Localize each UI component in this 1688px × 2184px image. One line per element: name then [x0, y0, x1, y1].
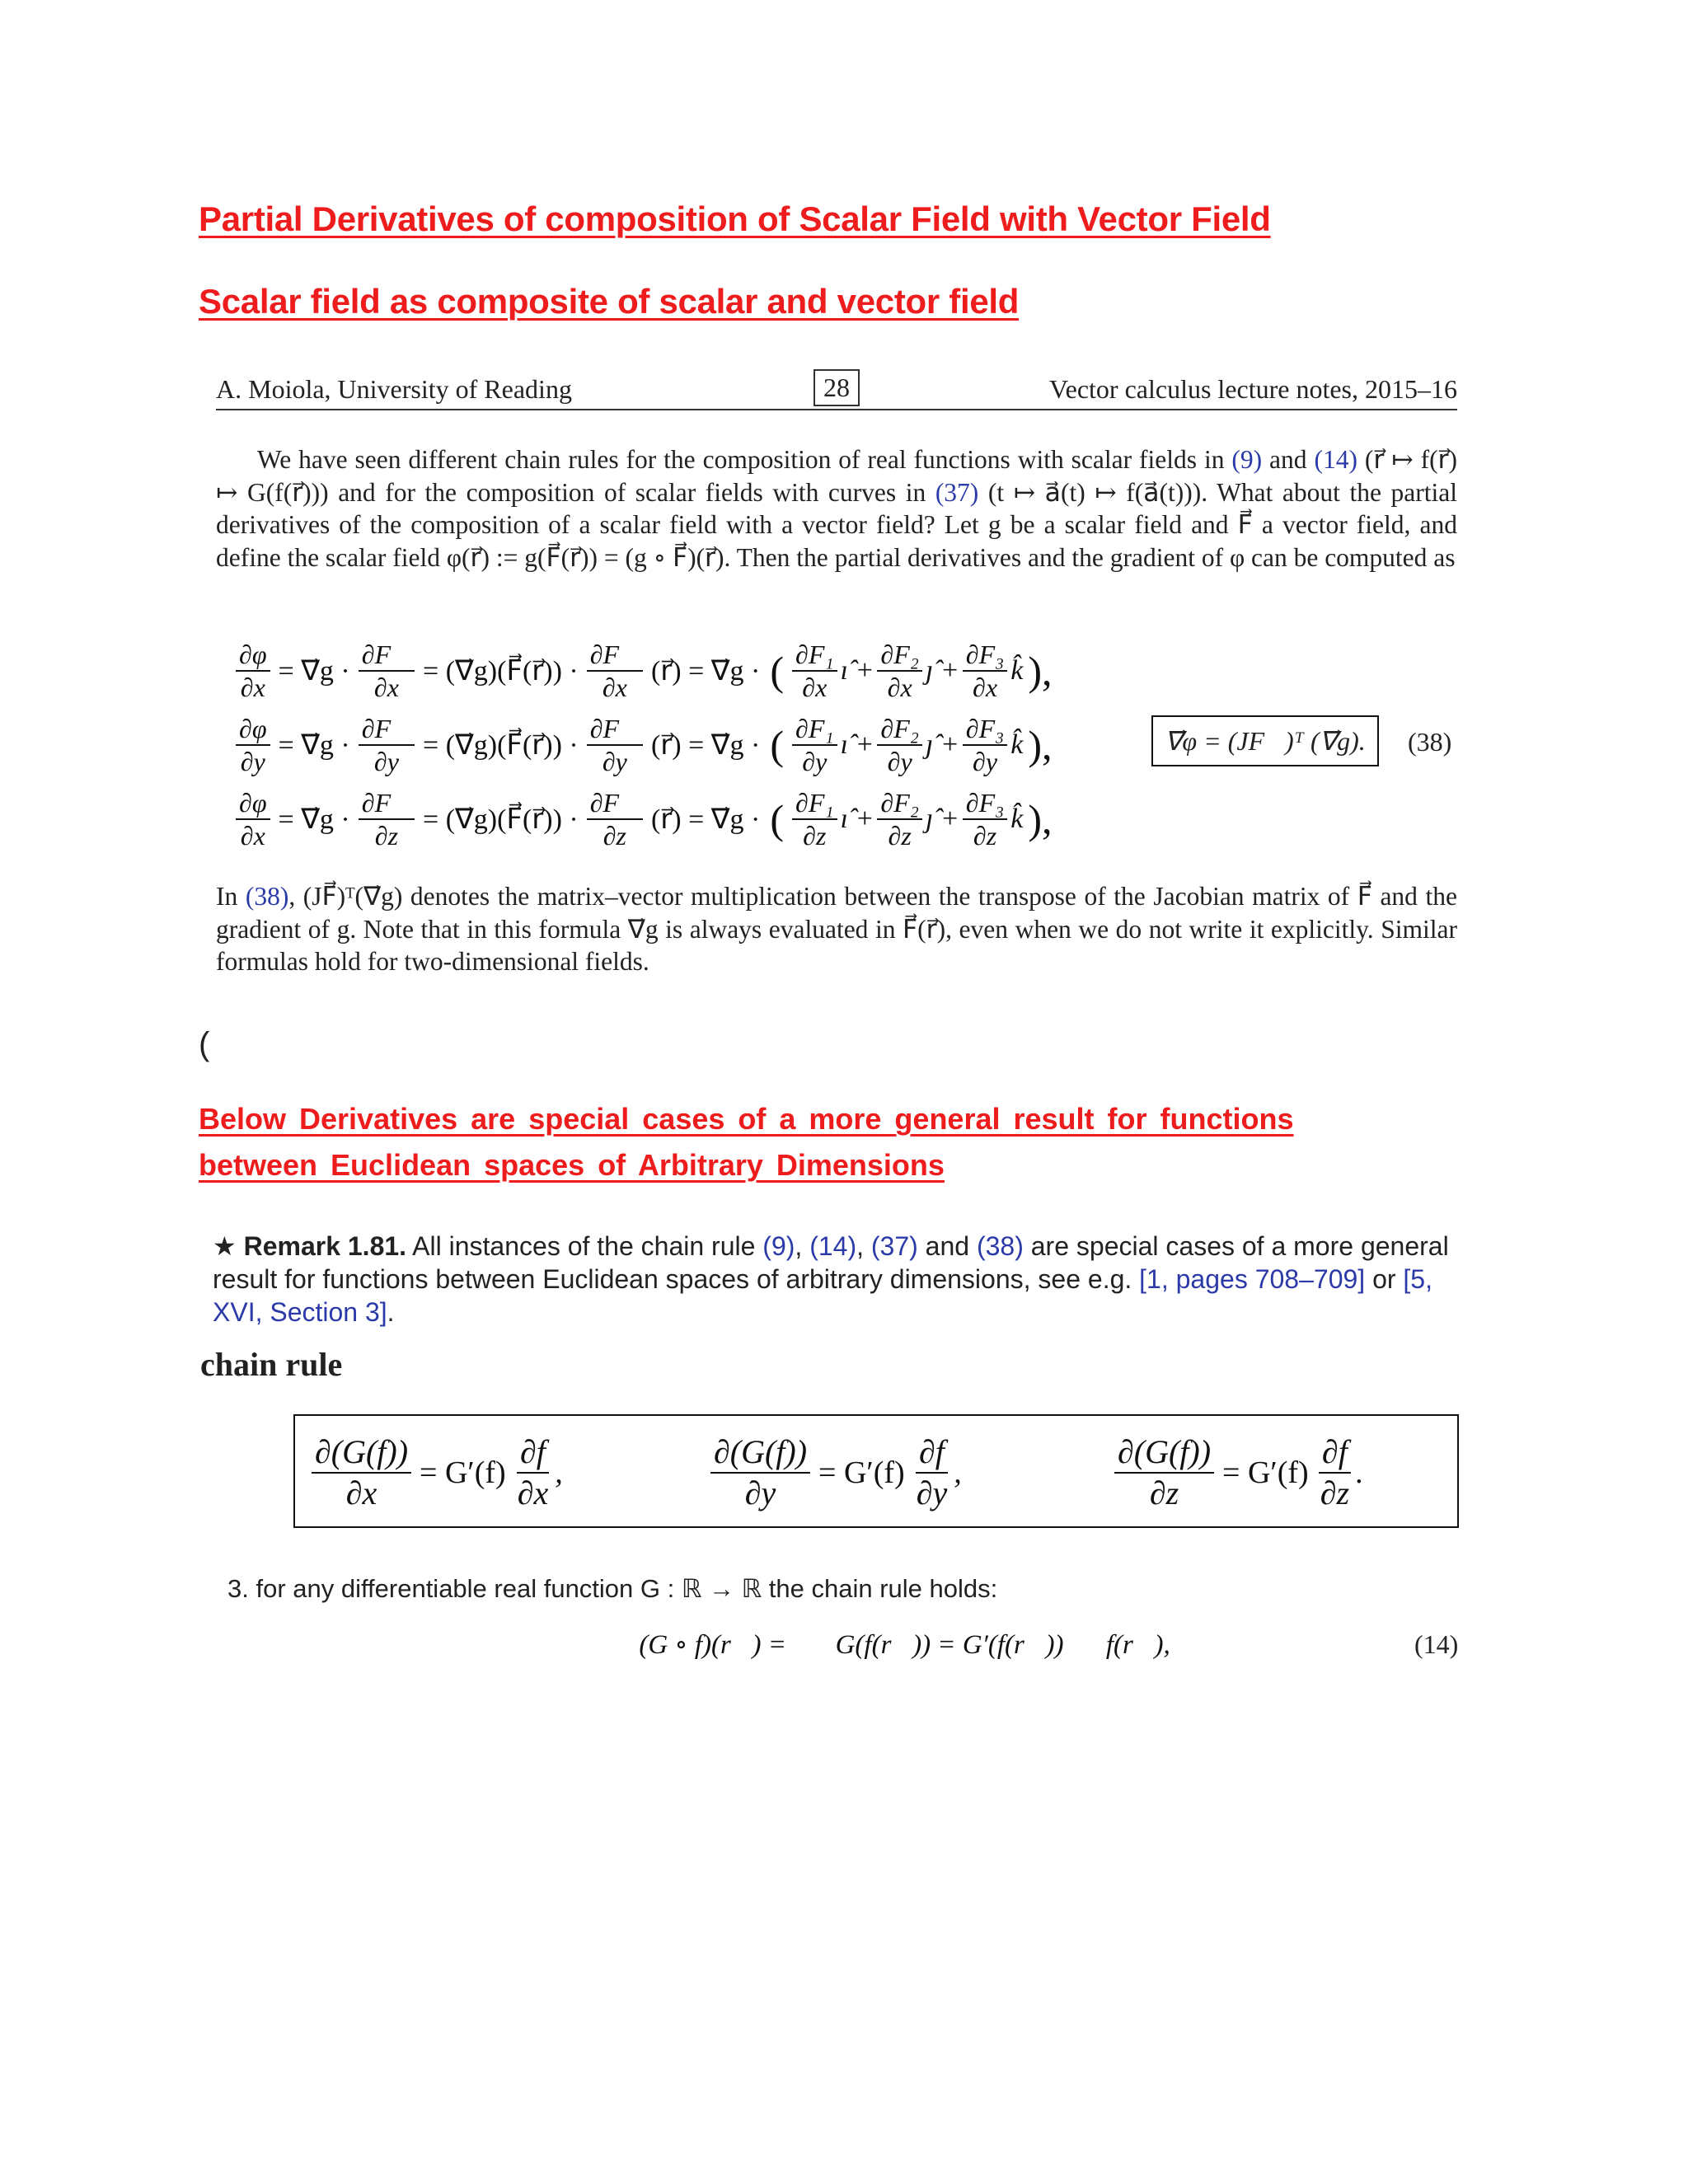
list-item-3: 3. for any differentiable real function G : ℝ → ℝ the chain rule holds:: [227, 1574, 998, 1603]
ref-link[interactable]: (14): [1314, 445, 1357, 474]
text-run: We have seen different chain rules for the composition of real functions with scalar fields in: [257, 445, 1232, 474]
notes-title: Vector calculus lecture notes, 2015–16: [1049, 374, 1457, 404]
equation-row-x: $\frac{\partial\varphi}{\partial x}$ = ∇⃗g · $\frac{\partial F⃗}{\partial x}$ = (∇⃗g)(F⃗(r⃗)) · $\frac{\partial F⃗}{\partial x}$ (r⃗) = ∇⃗g · ( $\frac{\text{∂F₁}}{\partial x}$ ı̂ + $\frac{\text{∂F₂}}{\partial x}$ ȷ̂ + $\frac{\text{∂F₃}}{\partial x}$ k̂ ),: [232, 635, 1057, 707]
ref-link[interactable]: (38): [245, 882, 289, 911]
citation-link[interactable]: [5, XVI, Section 3]: [213, 1264, 1432, 1327]
citation-link[interactable]: [1, pages 708–709]: [1139, 1264, 1366, 1294]
text-run: are special cases of a more general result for functions between Euclidean spaces of arbitrary dimensions, see e.g.: [213, 1231, 1449, 1294]
ref-link[interactable]: (14): [809, 1231, 857, 1261]
page-number: 28: [814, 369, 860, 406]
heading-scalar-field-composite: Scalar field as composite of scalar and vector field: [199, 282, 1020, 321]
remark-1-81: ★ Remark 1.81. All instances of the chain rule (9), (14), (37) and (38) are special cases of a more general result for functions between Euclidean spaces of arbitrary dimensions, see e.g. [1, pages 708–709] or [5, XVI, Section 3].: [213, 1231, 1449, 1327]
ref-link[interactable]: (38): [976, 1231, 1024, 1261]
author-affiliation: A. Moiola, University of Reading: [216, 374, 572, 404]
equation-row-y: $\frac{\partial\varphi}{\partial y}$ = ∇⃗g · $\frac{\partial F⃗}{\partial y}$ = (∇⃗g)(F⃗(r⃗)) · $\frac{\partial F⃗}{\partial y}$ (r⃗) = ∇⃗g · ( $\frac{\text{∂F₁}}{\partial y}$ ı̂ + $\frac{\text{∂F₂}}{\partial y}$ ȷ̂ + $\frac{\text{∂F₃}}{\partial y}$ k̂ ),: [232, 709, 1057, 781]
remark-title: Remark 1.81.: [243, 1231, 407, 1261]
intro-paragraph: [216, 443, 1457, 574]
text-run: , (JF⃗)ᵀ(∇⃗g) denotes the matrix–vector multiplication between the transpose of the Jacobian matrix of F⃗ and the gradient of g. Note that in this formula ∇⃗g is always evaluated in F⃗(r⃗), even when we do not write it explicitly. Similar formulas hold for two-dimensional fields.: [216, 882, 1457, 976]
ref-link[interactable]: (9): [762, 1231, 795, 1261]
text-run: and: [1262, 445, 1315, 474]
equation-row-z: $\frac{\partial\varphi}{\partial x}$ = ∇⃗g · $\frac{\partial F⃗}{\partial z}$ = (∇⃗g)(F⃗(r⃗)) · $\frac{\partial F⃗}{\partial z}$ (r⃗) = ∇⃗g · ( $\frac{\text{∂F₁}}{\partial z}$ ı̂ + $\frac{\text{∂F₂}}{\partial z}$ ȷ̂ + $\frac{\text{∂F₃}}{\partial z}$ k̂ ),: [232, 783, 1057, 855]
ref-link[interactable]: (9): [1231, 445, 1263, 474]
text-run: (r⃗ ↦ f(r⃗) ↦ G(f(r⃗))) and for the composition of scalar fields with curves in: [216, 445, 1457, 507]
stray-parenthesis: (: [199, 1026, 210, 1062]
fraction: $\frac{\partial F⃗}{\partial x}$: [359, 639, 415, 703]
ref-link[interactable]: (37): [935, 477, 979, 507]
fraction: $\frac{\partial F⃗}{\partial x}$: [587, 639, 643, 703]
chain-rule-z: $\frac{\partial(G(f))}{\partial z}$ = G′(f) $\frac{\partial f}{\partial z}$ .: [1111, 1427, 1364, 1518]
chain-rule-x: $\frac{\partial(G(f))}{\partial x}$ = G′(f) $\frac{\partial f}{\partial x}$ ,: [308, 1427, 563, 1518]
gradient-formula-box: ∇⃗φ = (JF⃗)ᵀ (∇⃗g).: [1151, 715, 1379, 766]
text-run: All instances of the chain rule: [406, 1231, 763, 1261]
ref-link[interactable]: (37): [870, 1231, 918, 1261]
heading-line: Below Derivatives are special cases of a more general result for functions: [199, 1102, 1294, 1136]
fraction: $\frac{\partial\varphi}{\partial x}$: [236, 639, 270, 703]
equation-number-14: (14): [1414, 1629, 1459, 1659]
chain-rule-y: $\frac{\partial(G(f))}{\partial y}$ = G′(f) $\frac{\partial f}{\partial y}$ ,: [707, 1427, 962, 1518]
equation-number: (38): [1408, 727, 1452, 757]
heading-partial-derivatives: Partial Derivatives of composition of Scalar Field with Vector Field: [199, 199, 1271, 238]
explanation-paragraph: [216, 880, 1457, 978]
equation-14: ∇⃗(G ∘ f)(r⃗) = ∇⃗G(f(r⃗)) = G′(f(r⃗))∇⃗f(r⃗),: [597, 1630, 1170, 1660]
star-icon: ★: [213, 1231, 237, 1261]
text-run: (t ↦ a⃗(t) ↦ f(a⃗(t))). What about the partial derivatives of the composition of a scalar field with a vector field? Let g be a scalar field and F⃗ a vector field, and define the scalar field φ(r⃗) := g(F⃗(r⃗)) = (g ∘ F⃗)(r⃗). Then the partial derivatives and the gradient of φ can be computed as: [216, 477, 1458, 572]
heading-line: between Euclidean spaces of Arbitrary Dimensions: [199, 1148, 945, 1182]
heading-general-result: [199, 1096, 1294, 1188]
chain-rule-box: [293, 1414, 1459, 1528]
chain-rule-heading: chain rule: [200, 1346, 343, 1383]
equation-block-38: [216, 635, 1457, 857]
text-run: In: [216, 882, 246, 911]
running-head: [216, 369, 1457, 410]
